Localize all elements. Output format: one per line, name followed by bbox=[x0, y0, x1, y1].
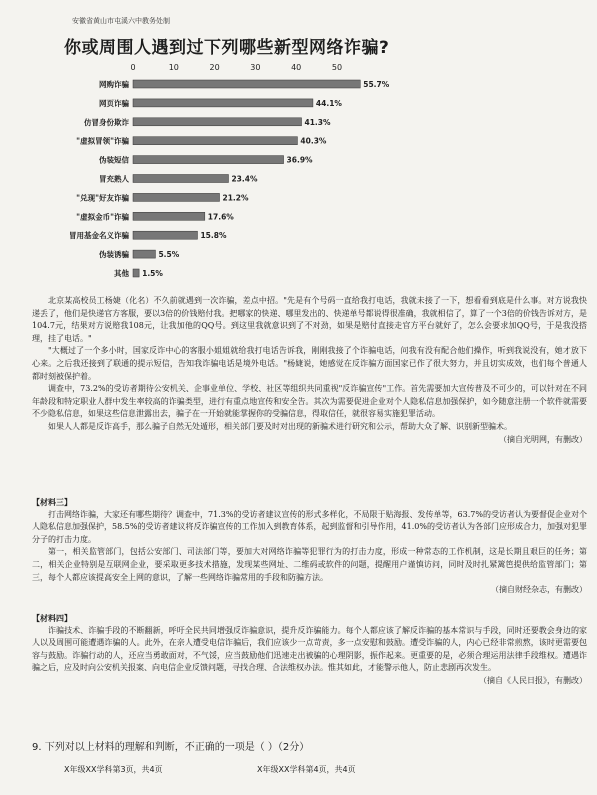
value-label: 36.9% bbox=[286, 155, 313, 165]
paragraph-5: 打击网络诈骗，大家还有哪些期待？调查中，71.3%的受访者建议宣传的形式多样化，不局限于贴海报、发传单等，63.7%的受访者认为要督促企业对个人隐私信息加强保护，58.5%的受访者建议将反诈骗宣传的工作加入到教育体系，起到监督和引导作用，41.0%的受访者认为各部门应形成合力，加强对犯罪分子的打击力度。 bbox=[32, 509, 587, 544]
bar bbox=[133, 156, 284, 164]
category-label: 冒用基金名义诈骗 bbox=[69, 231, 129, 241]
bar bbox=[133, 137, 297, 145]
x-tick-label: 50 bbox=[331, 63, 343, 72]
bar bbox=[133, 269, 139, 277]
value-label: 41.3% bbox=[304, 117, 331, 127]
material-three bbox=[32, 496, 587, 597]
bar bbox=[133, 250, 155, 258]
footer-right: X年级XX学科第4页，共4页 bbox=[257, 765, 356, 774]
value-label: 21.2% bbox=[222, 193, 249, 203]
material-three-title: 【材料三】 bbox=[32, 497, 72, 507]
fraud-bar-chart bbox=[0, 58, 597, 290]
x-tick-label: 20 bbox=[209, 63, 220, 72]
bar bbox=[133, 118, 302, 126]
category-label: 网购诈骗 bbox=[99, 80, 129, 89]
category-label: 伪装诱骗 bbox=[99, 250, 129, 260]
paragraph-7: 诈骗技术、诈骗手段的不断翻新，呼吁全民共同增强反诈骗意识，提升反诈骗能力。每个人都应该了解反诈骗的基本常识与手段，同时还要教会身边的家人以及周围可能遭遇诈骗的人。此外，在亲人遭受电信诈骗后，我们应该少一点苛责，多一点安慰和鼓励。遭受诈骗的人，内心已经非常煎熬，该时更需要包容与鼓励。诈骗行动的人，还应当勇敢面对，不气馁，应当鼓励他们迅速走出被骗的心理阴影，振作起来。更重要的是，必须合理运用法律手段维权。遭遇诈骗之后，应及时向公安机关报案、向电信企业反馈问题，寻找合理、合法维权办法。惟其如此，才能警示他人，防止悲剧再次发生。 bbox=[32, 625, 587, 673]
chart-title: 你或周围人遇到过下列哪些新型网络诈骗? bbox=[64, 38, 390, 58]
value-label: 23.4% bbox=[231, 174, 258, 184]
value-label: 15.8% bbox=[200, 231, 227, 241]
category-label: "虚拟冒领"诈骗 bbox=[76, 136, 129, 146]
paragraph-1: 北京某高校员工杨婕（化名）不久前就遇到一次诈骗，差点中招。"先是有个号码一直给我打电话，我就未接了一下，想看看到底是什么事。对方说我快递丢了，他们是快递官方客服，要以3倍的价钱赔付我。把哪家的快递、哪里发出的、快递单号都说得很准确，我就相信了，算了一个3倍的价钱告诉对方，是104.7元，结果对方说赔我108元，让我加他的QQ号。到这里我就意识到了不对劲，如果是赔付直接走官方平台就好了，怎么会要求加QQ号，于是我没搭理，挂了电话。" bbox=[32, 296, 587, 343]
bar bbox=[133, 212, 205, 220]
category-label: 伪装短信 bbox=[99, 155, 129, 165]
bar bbox=[133, 231, 197, 239]
category-label: 网页诈骗 bbox=[99, 98, 129, 108]
value-label: 55.7% bbox=[363, 80, 390, 89]
x-tick-label: 40 bbox=[291, 63, 302, 72]
paragraph-2: "大概过了一个多小时，国家反诈中心的客服小姐姐就给我打电话告诉我，刚刚我接了个诈骗电话，问我有没有配合他们操作，听到我说没有，她才放下心来。之后我还接到了联通的提示短信，告知我诈骗电话是境外电话。"杨婕说，她感觉在反诈骗方面国家已作了很大努力，并且切实成效，也们每个普通人都时刻被保护着。 bbox=[32, 346, 587, 381]
bar bbox=[133, 99, 313, 107]
paragraph-4: 如果人人都是反诈高手，那么骗子自然无处遁形，相关部门要及时对出现的新骗术进行研究和公示，帮助大众了解、识别新型骗术。 bbox=[48, 421, 512, 431]
category-label: "兑现"好友诈骗 bbox=[76, 193, 129, 203]
source-caijing: （摘自财经杂志，有删改） bbox=[491, 585, 587, 595]
category-label: 仿冒身份欺诈 bbox=[84, 117, 129, 127]
paragraph-6: 第一，相关监管部门，包括公安部门、司法部门等，要加大对网络诈骗等犯罪行为的打击力度，形成一种常态的工作机制，这是长期且艰巨的任务；第二，相关企业特别是互联网企业，要采取更多技术措施，发现某些网址、二维码或软件的问题，提醒用户谨慎访问，同时及时扎紧篱笆提供给监管部门；第三，每个人都应该提高安全上网的意识，了解一些网络诈骗常用的手段和防骗方法。 bbox=[32, 547, 587, 582]
value-label: 1.5% bbox=[142, 269, 163, 278]
category-label: "虚拟金币"诈骗 bbox=[76, 212, 129, 222]
material-four bbox=[32, 612, 587, 688]
category-label: 其他 bbox=[114, 269, 129, 278]
material-four-title: 【材料四】 bbox=[32, 613, 72, 623]
school-header: 安徽省黄山市屯溪六中教务处制 bbox=[72, 17, 170, 25]
question-9: 9. 下列对以上材料的理解和判断，不正确的一项是（ ）（2分） bbox=[32, 742, 310, 753]
bar bbox=[133, 193, 219, 201]
x-tick-label: 30 bbox=[250, 63, 261, 72]
source-guangming: （摘自光明网，有删改） bbox=[499, 434, 587, 444]
value-label: 44.1% bbox=[315, 98, 342, 108]
x-tick-label: 10 bbox=[168, 63, 179, 72]
material-two-text bbox=[32, 295, 587, 446]
footer-left: X年级XX学科第3页，共4页 bbox=[64, 765, 163, 774]
category-label: 冒充熟人 bbox=[99, 174, 129, 184]
value-label: 5.5% bbox=[158, 250, 180, 260]
value-label: 40.3% bbox=[300, 136, 327, 146]
paragraph-3: 调查中，73.2%的受访者期待公安机关、企事业单位、学校、社区等组织共同重视"反诈骗宣传"工作。首先需要加大宣传普及不可少的，可以针对在不同年龄段和特定职业人群中发生率较高的诈骗类型，进行有重点地宣传和安全告。其次为需要促进企业对个人隐私信息加强保护，如今随意注册一个软件就需要不少隐私信息，如果这些信息泄露出去，骗子在一开始就能掌握你的受骗信息，得取信任，就很容易实施犯罪活动。 bbox=[32, 384, 587, 419]
bar bbox=[133, 175, 228, 183]
source-renmin: （摘自《人民日报》，有删改） bbox=[479, 675, 587, 685]
bar bbox=[133, 80, 360, 88]
value-label: 17.6% bbox=[207, 212, 234, 222]
x-tick-label: 0 bbox=[130, 63, 136, 72]
